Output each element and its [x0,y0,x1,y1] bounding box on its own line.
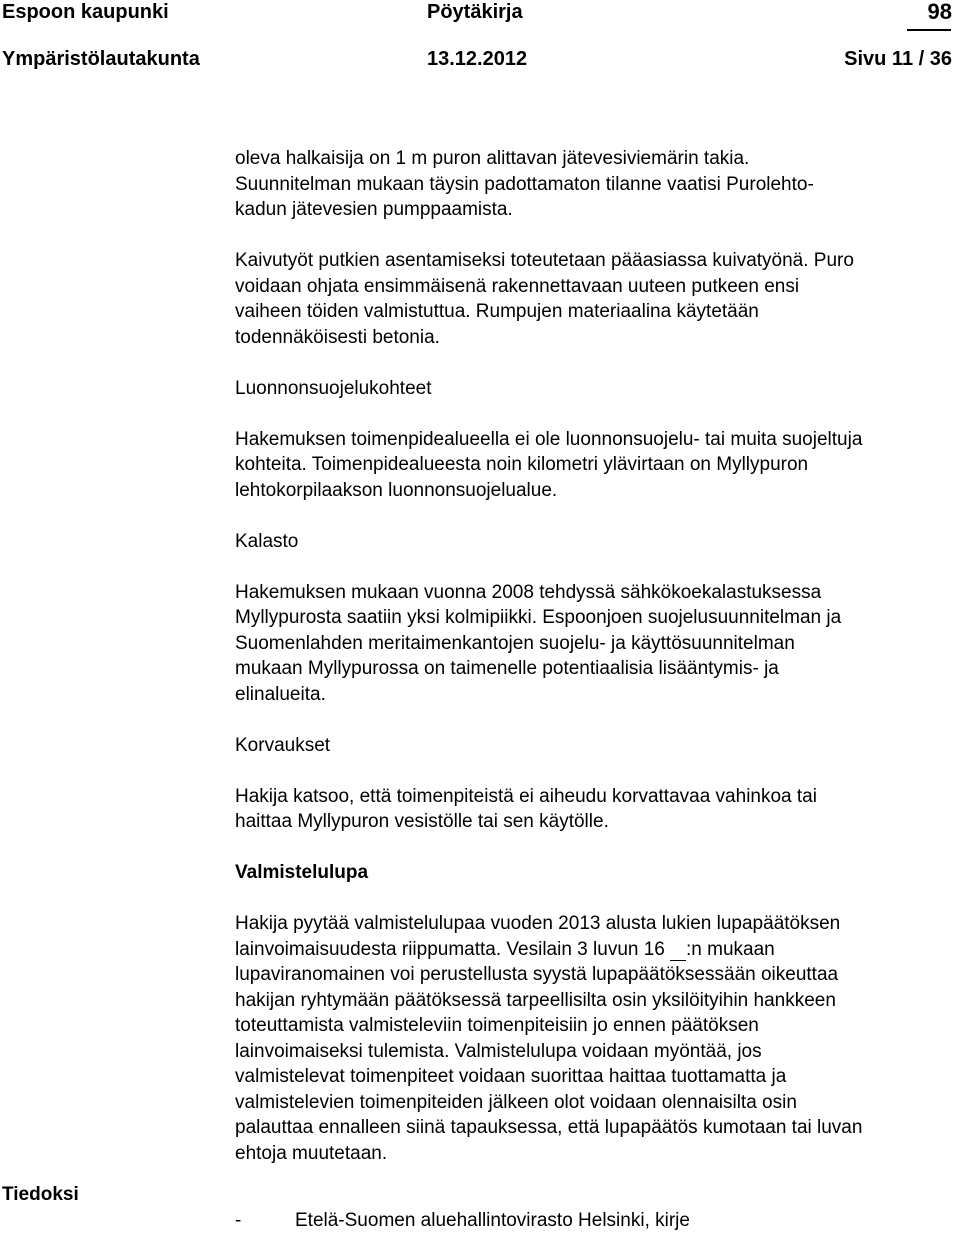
paragraph-compensation [235,784,960,835]
heading-kalasto: Kalasto [235,530,299,552]
text-line: elinalueita. [235,683,326,705]
text-line: palauttaa ennalleen siinä tapauksessa, että lupapäätös kumotaan tai luvan [235,1117,863,1138]
section-number: 98 [927,0,952,24]
text-line: Kaivutyöt putkien asentamiseksi toteutetaan pääasiassa kuivatyönä. Puro [235,250,854,271]
page-number: Sivu 11 / 36 [844,48,952,70]
text-line: Hakija katsoo, että toimenpiteistä ei aiheudu korvattavaa vahinkoa tai [235,785,817,807]
text-line: lehtokorpilaakson luonnonsuojelualue. [235,479,558,501]
text-line: Suomenlahden meritaimenkantojen suojelu- ja käyttösuunnitelman [235,632,795,654]
text-line: Hakemuksen mukaan vuonna 2008 tehdyssä sähkökoekalastuksessa [235,581,822,603]
text-line: Suunnitelman mukaan täysin padottamaton tilanne vaatisi Purolehto- [235,173,814,195]
text-line: valmistelevien toimenpiteiden jälkeen olot voidaan olennaisilta osin [235,1091,797,1113]
list-dash: - [235,1210,242,1231]
text-line: hakijan ryhtymään päätöksessä tarpeellisilta osin yksilöityihin hankkeen [235,989,836,1011]
text-line: lupaviranomainen voi perustellusta syystä lupapäätöksessään oikeuttaa [235,964,839,985]
meeting-date: 13.12.2012 [427,48,528,70]
text-line: kohteita. Toimenpidealueesta noin kilometri ylävirtaan on Myllypuron [235,454,809,475]
paragraph-fish-stock [235,580,960,708]
text-line: Myllypurosta saatiin yksi kolmipiikki. Espoonjoen suojelusuunnitelman ja [235,607,842,628]
text-line: lainvoimaiseksi tulemista. Valmistelulupa voidaan myöntää, jos [235,1040,762,1062]
committee-name: Ympäristölautakunta [2,48,200,70]
doc-type: Pöytäkirja [427,1,523,23]
heading-korvaukset: Korvaukset [235,734,331,756]
text-line: oleva halkaisija on 1 m puron alittavan jätevesiviemärin takia. [235,148,750,169]
tiedoksi-label: Tiedoksi [2,1184,79,1205]
list-item-text: Etelä-Suomen aluehallintovirasto Helsinki, kirje [295,1210,690,1231]
text-line [235,937,960,963]
text-line: kadun jätevesien pumppaamista. [235,199,513,220]
paragraph-nature-conservation [235,427,960,504]
section-number-rule [907,29,951,31]
section-sign-placeholder [670,940,686,961]
text-line: voidaan ohjata ensimmäisenä rakennettavaan uuteen putkeen ensi [235,275,800,297]
tiedoksi-list-item [235,1208,690,1233]
heading-luonnonsuojelukohteet: Luonnonsuojelukohteet [235,377,432,399]
text-line: haittaa Myllypuron vesistölle tai sen käytölle. [235,811,609,832]
text-line: todennäköisesti betonia. [235,326,440,348]
text-line: vaiheen töiden valmistuttua. Rumpujen materiaalina käytetään [235,301,759,322]
paragraph-excavation [235,248,960,350]
paragraph-pipe-size [235,146,960,223]
text-line: toteuttamista valmisteleviin toimenpiteisiin jo ennen päätöksen [235,1015,759,1036]
heading-valmistelulupa: Valmistelulupa [235,862,369,883]
org-name: Espoon kaupunki [2,1,169,23]
text-line: mukaan Myllypurossa on taimenelle potentiaalisia lisääntymis- ja [235,658,779,679]
text-line: ehtoja muutetaan. [235,1142,388,1164]
text-line: valmistelevat toimenpiteet voidaan suorittaa haittaa tuottamatta ja [235,1066,787,1087]
text-fragment: :n mukaan [686,938,775,960]
paragraph-preparation-permit [235,911,960,1166]
document-body [235,146,960,1166]
text-line: Hakemuksen toimenpidealueella ei ole luonnonsuojelu- tai muita suojeltuja [235,428,863,450]
text-line: Hakija pyytää valmistelulupaa vuoden 2013 alusta lukien lupapäätöksen [235,913,841,934]
text-fragment: lainvoimaisuudesta riippumatta. Vesilain 3 luvun 16 [235,938,671,960]
